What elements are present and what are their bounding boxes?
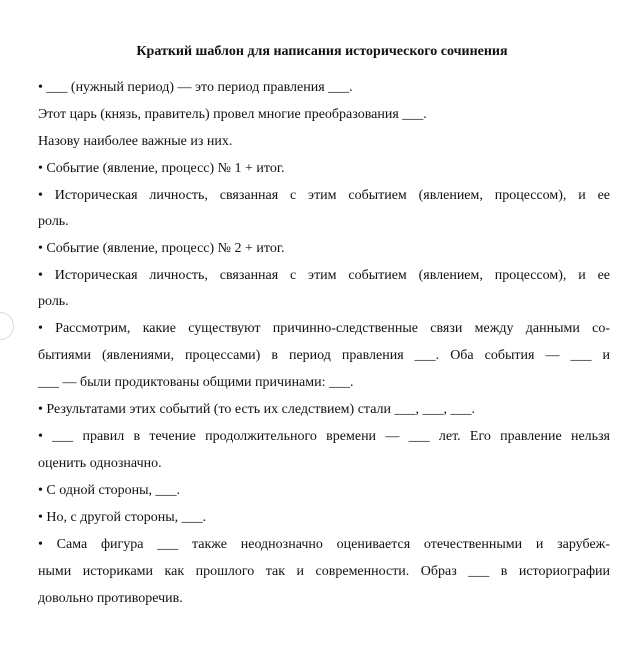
text-line: • Сама фигура ___ также неоднозначно оценивается отечественными и зарубеж-	[38, 537, 610, 552]
text-line: • Событие (явление, процесс) № 2 + итог.	[38, 241, 285, 256]
text-line: роль.	[38, 214, 69, 229]
document-title: Краткий шаблон для написания исторического сочинения	[136, 44, 508, 59]
page-edge-circle	[0, 312, 14, 340]
text-line: • Но, с другой стороны, ___.	[38, 510, 207, 525]
text-line: • Рассмотрим, какие существуют причинно-следственные связи между данными со-	[38, 321, 610, 336]
text-line: Назову наиболее важные из них.	[38, 134, 233, 149]
text-line: оценить однозначно.	[38, 456, 162, 471]
text-line: • Историческая личность, связанная с этим событием (явлением, процессом), и ее	[38, 188, 610, 203]
text-line: Этот царь (князь, правитель) провел многие преобразования ___.	[38, 107, 427, 122]
text-line: • С одной стороны, ___.	[38, 483, 180, 498]
text-line: довольно противоречив.	[38, 591, 183, 606]
text-line: ___ — были продиктованы общими причинами: ___.	[38, 375, 354, 390]
text-line: • ___ правил в течение продолжительного времени — ___ лет. Его правление нельзя	[38, 429, 610, 444]
text-line: ными историками как прошлого так и современности. Образ ___ в историографии	[38, 564, 610, 579]
text-line: бытиями (явлениями, процессами) в период правления ___. Оба события — ___ и	[38, 348, 610, 363]
text-line: • Историческая личность, связанная с этим событием (явлением, процессом), и ее	[38, 268, 610, 283]
text-line: • Событие (явление, процесс) № 1 + итог.	[38, 161, 285, 176]
text-line: роль.	[38, 294, 69, 309]
text-line: • Результатами этих событий (то есть их следствием) стали ___, ___, ___.	[38, 402, 476, 417]
text-line: • ___ (нужный период) — это период правления ___.	[38, 80, 353, 95]
